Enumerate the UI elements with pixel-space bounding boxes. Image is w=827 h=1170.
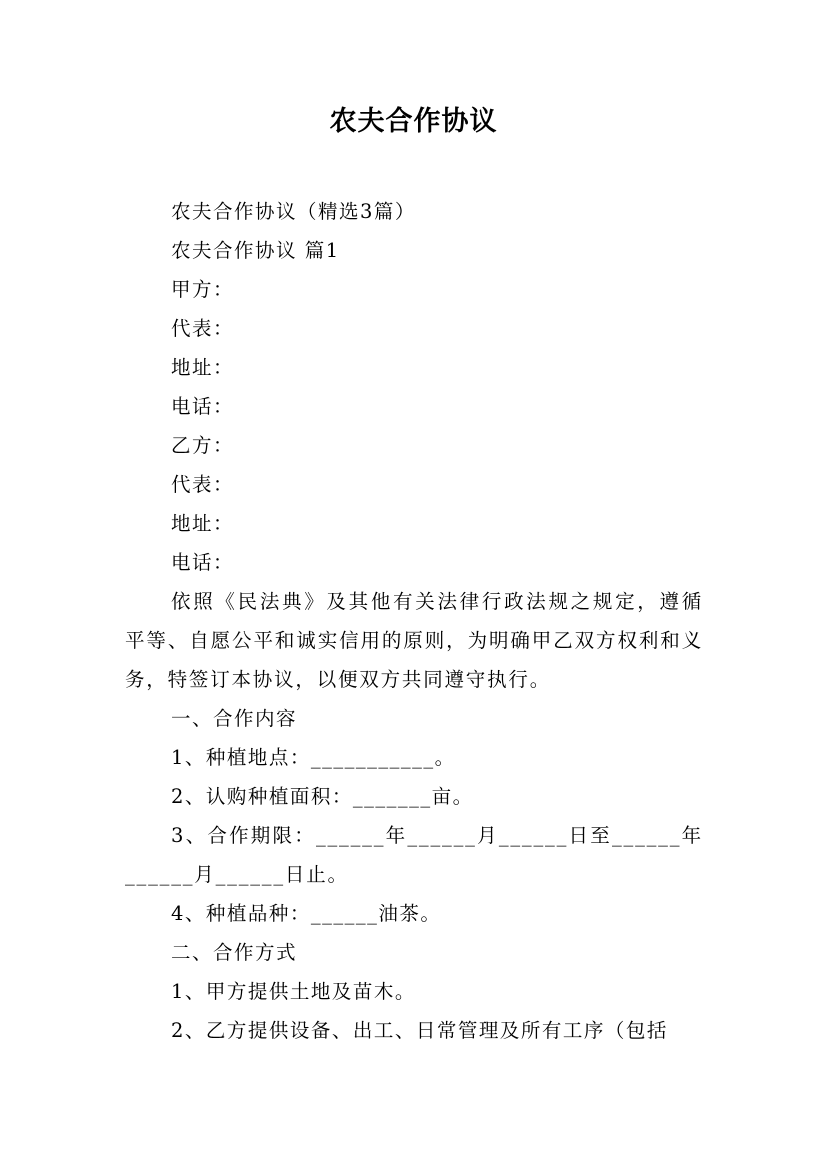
party-b-line: 乙方：	[171, 434, 235, 457]
list-item-party-a-provides: 1、甲方提供土地及苗木。	[171, 980, 416, 1003]
list-item-party-b-provides: 2、乙方提供设备、出工、日常管理及所有工序（包括	[171, 1019, 668, 1042]
party-b-address-line: 地址：	[171, 512, 235, 535]
party-a-representative-line: 代表：	[171, 317, 235, 340]
section-heading-cooperation-content: 一、合作内容	[171, 707, 298, 730]
section-heading-cooperation-method: 二、合作方式	[171, 941, 298, 964]
list-item-cooperation-period: 3、合作期限：______年______月______日至______年______月______日止。	[125, 824, 703, 886]
party-a-address-line: 地址：	[171, 356, 235, 379]
document-body	[125, 192, 703, 1050]
section-label-line: 农夫合作协议 篇1	[171, 239, 340, 262]
list-item-planting-area: 2、认购种植面积：_______亩。	[171, 785, 474, 808]
list-item-planting-location: 1、种植地点：___________。	[171, 746, 456, 769]
party-a-phone-line: 电话：	[171, 395, 235, 418]
document-title: 农夫合作协议	[329, 106, 498, 137]
intro-paragraph: 依照《民法典》及其他有关法律行政法规之规定，遵循平等、自愿公平和诚实信用的原则，为明确甲乙双方权利和义务，特签订本协议，以便双方共同遵守执行。	[125, 590, 703, 691]
party-b-phone-line: 电话：	[171, 551, 235, 574]
party-b-representative-line: 代表：	[171, 473, 235, 496]
party-a-line: 甲方：	[171, 278, 235, 301]
subtitle-line: 农夫合作协议（精选3篇）	[171, 200, 416, 223]
list-item-planting-variety: 4、种植品种：______油茶。	[171, 902, 442, 925]
